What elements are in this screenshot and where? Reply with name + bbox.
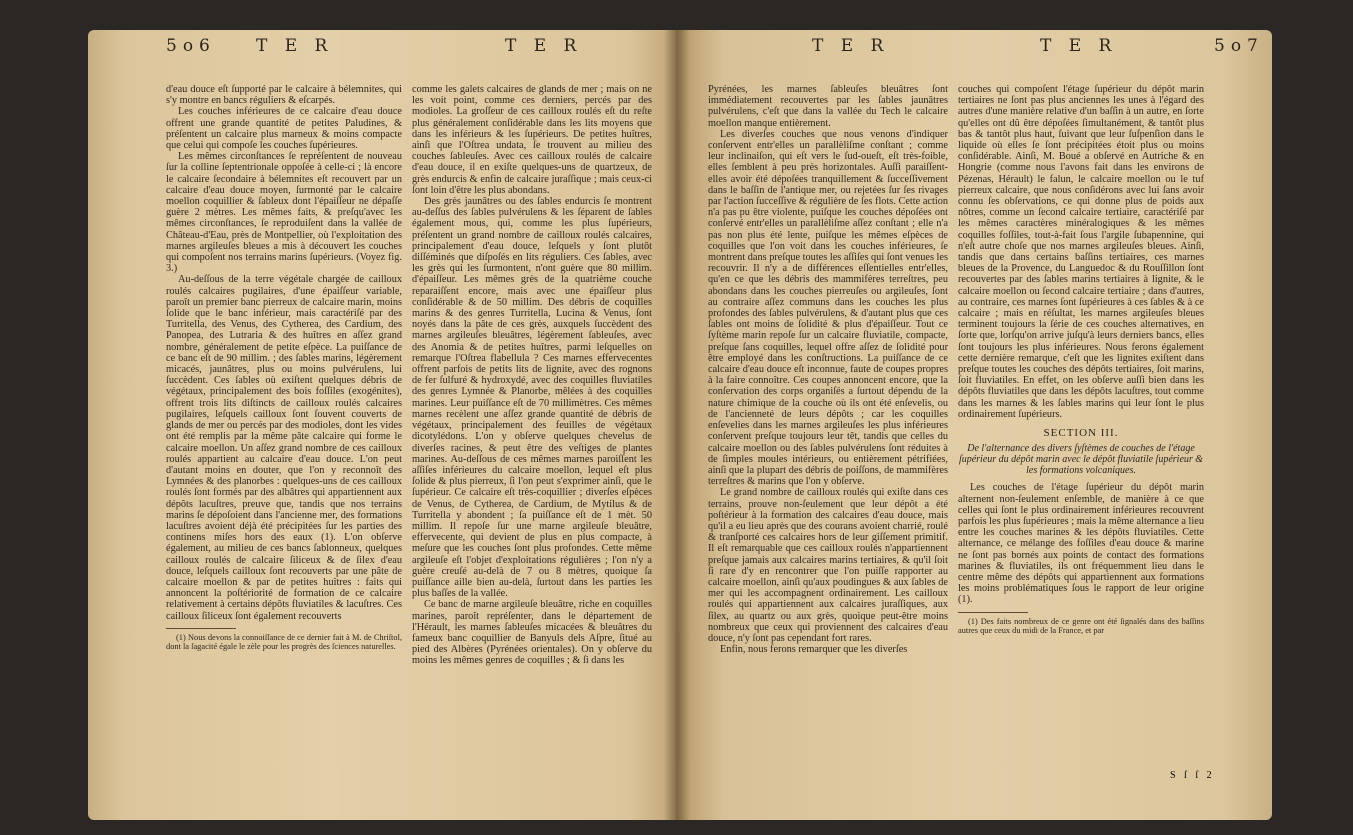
- footnote-text: (1) Des faits nombreux de ce genre ont été ſignalés dans des baſſins autres que ceux du midi de la France, et par: [958, 616, 1204, 635]
- paragraph: Pyrénées, les marnes ſableuſes bleuâtres ſont immédiatement recouvertes par les ſables jaunâtres pulvérulens, c'eſt que dans la vallée du Tech le calcaire moellon manque entièrement.: [708, 84, 948, 129]
- left-column-2: [412, 84, 652, 752]
- left-running-head-a: T E R: [256, 36, 334, 56]
- footnote: [166, 633, 402, 652]
- paragraph: Les couches de l'étage ſupérieur du dépôt marin alternent non-ſeulement enſemble, de manière à ce que celles qui ſont le plus ordinairement inférieures recouvrent parfois les plus ſupérieures ; mais la même alternance a lieu entre les couches marines & les dépôts fluviatiles. Cette alternance, ce mélange des foſſiles d'eau douce & marine ne ſont pas bornés aux points de contact des formations marines & fluviatiles, ils ont fréquemment lieu dans le centre même des dépôts qui appartiennent aux formations les moins problématiques ſous le rapport de leur origine (1).: [958, 482, 1204, 606]
- paragraph: d'eau douce eſt ſupporté par le calcaire à bélemnites, qui s'y montre en bancs réguliers & eſcarpés.: [166, 84, 402, 107]
- paragraph: comme les galets calcaires de glands de mer ; mais on ne les voit point, comme ces derniers, percés par des modioles. La groſſeur de ces cailloux roulés eſt du reſte plus généralement conſidérable dans les lits moyens que dans les inférieurs & les ſupérieurs. De petites huîtres, ainſi que l'Oſtrea undata, ſe trouvent au milieu des couches ſableuſes. Avec ces cailloux roulés de calcaire d'eau douce, il en exiſte quelques-uns de quartzeux, de grès endurcis & enfin de calcaire juraſſique ; mais ceux-ci ſont loin d'être les plus abondans.: [412, 84, 652, 196]
- section-title: SECTION III.: [1043, 427, 1119, 440]
- left-running-head-b: T E R: [505, 36, 583, 56]
- paragraph: Les diverſes couches que nous venons d'indiquer conſervent entr'elles un parallèliſme conſtant ; comme leur inclinaiſon, qui eſt vers le ſud-oueſt, eſt très-foible, elles ſemblent à peu près horizontales. Auſſi paraiſſent-elles avoir été dépoſées tranquillement & ſucceſſivement dans le baſſin de l'antique mer, ou rejetées ſur ſes rivages par l'action ſucceſſive & régulière de ſes flots. Cette action n'a pas pu être violente, puiſque les couches dépoſées ont conſervé entr'elles un parallèliſme aſſez conſtant ; elle n'a pas non plus été lente, puiſque les mêmes eſpèces de coquilles que l'on voit dans les couches inférieures, ſe montrent dans preſque toutes les aſſiſes qui ſont venues les recouvrir. Il n'y a de différences eſſentielles entr'elles, qu'en ce que les débris des mammifères terreſtres, peu abondans dans les couches pierreuſes ou argileuſes, ſont au contraire aſſez communs dans les couches les plus profondes des ſables pulvérulens, & d'autant plus que ces ſables ont moins de ſolidité & plus d'épaiſſeur. Tout ce ſyſtème marin repoſe ſur un calcaire fluviatile, compacte, preſque ſans coquilles, lequel offre aſſez de ſolidité pour être employé dans les conſtructions. La puiſſance de ce calcaire d'eau douce eſt inconnue, faute de coupes propres à la faire connoître. Ces coupes annoncent encore, que la conſervation des corps organiſés a ſurtout dépendu de la nature chimique de la couche où ils ont été enſevelis, ou de l'ancienneté de leurs dépôts ; car les coquilles enſevelies dans les marnes argileuſes les plus inférieures conſervent preſque toujours leur têt, tandis que celles du calcaire moellon ou des ſables pulvérulens ſont réduites à de ſimples moules intérieurs, ou entièrement pétrifiées, ainſi que la plupart des débris de poiſſons, de mammifères terreſtres & marins que l'on y obſerve.: [708, 128, 948, 488]
- paragraph: couches qui compoſent l'étage ſupérieur du dépôt marin tertiaires ne ſont pas plus anciennes les unes à l'égard des autres d'une manière relative d'un baſſin à un autre, en ſorte qu'elles ont dû être dépoſées ſimultanément, & tantôt plus bas & tantôt plus haut, ſuivant que leur ſuſpenſion dans le liquide où elles ſe ſont précipitées étoit plus ou moins conſidérable. Ainſi, M. Boué a obſervé en Autriche & en Hongrie (comme nous l'avons fait dans les environs de Pézenas, Hérault) le falun, le calcaire moellon ou le tuf pierreux calcaire, que nous conſidérons avec lui ſans avoir connu ſes obſervations, ce qui donne plus de poids aux nôtres, comme un ſecond calcaire tertiaire, caractériſé par les mêmes caractères minéralogiques & les mêmes coquilles foſſiles, tout-à-fait ſous l'argile ſubapennine, qui n'eſt autre choſe que nos marnes argileuſes bleues. Ainſi, tandis que dans certains baſſins tertiaires, ces marnes bleues de la Provence, du Languedoc & du Rouſſillon ſont recouvertes par des ſables marins tertiaires à lignite, & le calcaire moellon ou ſecond calcaire tertiaire ; dans d'autres, au contraire, ces marnes ſont ſupérieures à ces ſables & à ce calcaire ; mais en réſultat, les marnes argileuſes bleues terminent toujours la ſérie de ces couches alternatives, en ſorte que, lorſqu'on arrive juſqu'à leurs derniers bancs, elles ſont toujours les plus inférieures. Nous ferons également cette dernière remarque, c'eſt que les lignites exiſtent dans preſque toutes les couches des dépôts tertiaires, ſoit marins, ſoit fluviatiles. En effet, on les obſerve auſſi bien dans les dépôts fluviatiles que dans les dépôts lacuſtres, tout comme dans les marnes & les ſables marins qui leur ſont le plus ordinairement ſupérieurs.: [958, 84, 1204, 420]
- section-subtitle: De l'alternance des divers ſyſtèmes de couches de l'étage ſupérieur du dépôt marin avec le dépôt fluviatile ſupérieur & les formations volcaniques.: [958, 443, 1204, 477]
- signature-mark: S ſ ſ 2: [1170, 770, 1215, 781]
- right-column-1: [708, 84, 948, 752]
- footnote-text: (1) Nous devons la connoiſſance de ce dernier fait à M. de Chriſtol, dont la ſagacité égale le zèle pour les progrès des ſciences naturelles.: [166, 632, 402, 652]
- right-page-number: 5o7: [1214, 36, 1264, 56]
- footnote-rule: [166, 628, 236, 629]
- book-gutter: [664, 30, 690, 820]
- right-column-2: [958, 84, 1204, 746]
- paragraph: Ce banc de marne argileuſe bleuâtre, riche en coquilles marines, paroît repréſenter, dans le département de l'Hérault, les marnes ſableuſes micacées & bleuâtres du fameux banc coquillier de Banyuls dels Aſpre, ſitué au pied des Albères (Pyrénées orientales). On y obſerve du moins les mêmes genres de coquilles ; & ſi dans les: [412, 599, 652, 667]
- paragraph: Des grès jaunâtres ou des ſables endurcis ſe montrent au-deſſus des ſables pulvérulens & les ſéparent de ſables également mous, qui, comme les plus ſupérieurs, préſentent un grand nombre de cailloux roulés calcaires, principalement d'eau douce, leſquels y ſont plutôt diſſéminés que diſpoſés en lits réguliers. Ces ſables, avec les grès qui les ſurmontent, n'ont guère que 80 millim. d'épaiſſeur. Les mêmes grès de la quatrième couche reparaiſſent encore, mais avec une épaiſſeur plus conſidérable & de 50 millim. Des débris de coquilles marins & des genres Turritella, Lucina & Venus, ſont noyés dans la pâte de ces grès, auxquels ſuccèdent des marnes argileuſes bleuâtres, légèrement ſableuſes, avec des Anomia & de petites huîtres, parmi leſquelles on remarque l'Oſtrea flabellula ? Ces marnes effervecentes offrent parfois de petits lits de lignite, avec des rognons de fer ſulfuré & hydroxydé, avec des coquilles fluviatiles des genres Lymnée & Planorbe, mêlées à des coquilles marines. Leur puiſſance eſt de 70 millimètres. Ces mêmes marnes recèlent une aſſez grande quantité de débris de végétaux, principalement des feuilles de végétaux dicotylédons. L'on y obſerve quelques chevelus de diverſes racines, & peut être des veſtiges de plantes marines. Au-deſſous de ces mêmes marnes paroiſſent les aſſiſes inférieures du calcaire moellon, lequel eſt plus ſolide & plus pierreux, ſi l'on peut s'exprimer ainſi, que le ſupérieur. Ce calcaire eſt très-coquillier ; diverſes eſpèces de Venus, de Cytherea, de Cardium, de Mytilus & de Turritella y abondent ; ſa puiſſance eſt de 1 mèt. 50 millim. Il repoſe ſur une marne argileuſe bleuâtre, effervecente, qui devient de plus en plus compacte, à meſure que les couches ſont plus profondes. Cette même argileuſe eſt l'objet d'exploitations régulières ; l'on n'y a guère creuſé au-delà de 7 ou 8 mètres, quoique ſa puiſſance aille bien au-delà, ſurtout dans les parties les plus baſſes de la vallée.: [412, 196, 652, 600]
- footnote-rule: [958, 612, 1028, 613]
- paragraph: Au-deſſous de la terre végétale chargée de cailloux roulés calcaires pugilaires, d'une épaiſſeur variable, paroît un premier banc pierreux de calcaire marin, moins ſolide que le banc inférieur, mais caractériſé par des Turritella, des Venus, des Cytherea, des Cardium, des Panopea, des Lutraria & des huîtres en aſſez grand nombre, généralement de petite eſpèce. La puiſſance de ce banc eſt de 90 millim. ; des ſables marins, légèrement micacés, jaunâtres, plus ou moins pulvérulens, lui ſuccèdent. Ces ſables où exiſtent quelques débris de végétaux, principalement des bois foſſiles (exogénites), offrent trois lits diſtincts de cailloux roulés calcaires pugilaires, leſquels cailloux ſont ſouvent couverts de glands de mer ou percés par des modioles, dont les vides ont été remplis par la même pâte calcaire qui forme le calcaire moellon. Un aſſez grand nombre de ces cailloux roulés appartient au calcaire d'eau douce. L'on peut d'autant moins en douter, que l'on y reconnoît des Lymnées & des planorbes : quelques-uns de ces cailloux roulés ſont formés par des albâtres qui appartiennent aux dépôts lacuſtres, preuve que, tandis que nos terrains marins ſe dépoſoient dans l'ancienne mer, des formations lacuſtres avoient déjà été précipitées ſur les parties des continens miſes hors des eaux (1). L'on obſerve également, au milieu de ces bancs ſablonneux, quelques cailloux roulés de calcaire ſiliceux & de ſilex d'eau douce, leſquels cailloux ſont recouverts par une pâte de calcaire moellon & par de petites huîtres : faits qui annoncent la poſtériorité de formation de ce calcaire relativement à certains dépôts fluviatiles & lacuſtres. Ces cailloux ſiliceux ſont également recouverts: [166, 274, 402, 622]
- paragraph: Les couches inférieures de ce calcaire d'eau douce offrent une grande quantité de petites Paludines, & préſentent un calcaire plus marneux & moins compacte que celui qui compoſe les couches ſupérieures.: [166, 106, 402, 152]
- left-page-number: 5o6: [166, 36, 216, 56]
- footnote: [958, 617, 1204, 636]
- left-column-1: [166, 84, 402, 746]
- right-running-head-b: T E R: [1040, 36, 1118, 56]
- paragraph: Enfin, nous ferons remarquer que les diverſes: [720, 644, 908, 656]
- paragraph: Les mêmes circonſtances ſe repréſentent de nouveau ſur la colline ſeptentrionale oppoſée à celle-ci ; là encore le calcaire ſecondaire à bélemnites eſt recouvert par un calcaire d'eau douce moyen, ſurmonté par le calcaire moellon coquillier & ſableux dont l'épaiſſeur ne dépaſſe guère 2 mètres. Les mêmes faits, & preſqu'avec les mêmes circonſtances, ſe reproduiſent dans la vallée de Château-d'Eau, près de Montpellier, où l'exploitation des marnes argileuſes bleues a mis à découvert les couches qui compoſent nos terrains marins ſupérieurs. (Voyez fig. 3.): [166, 151, 402, 275]
- paragraph: Le grand nombre de cailloux roulés qui exiſte dans ces terrains, prouve non-ſeulement que leur dépôt a été poſtérieur à la formation des calcaires d'eau douce, mais qu'il a eu lieu après que des courans avoient charrié, roulé & tranſporté ces calcaires hors de leur giſſement primitif. Il eſt remarquable que ces cailloux roulés n'appartiennent preſque jamais aux calcaires marins tertiaires, & qu'il ſoit ſi rare d'y en rencontrer que l'on puiſſe rapporter au calcaire moellon, ainſi qu'aux poudingues & aux ſables de mer qui les accompagnent ordinairement. Les cailloux roulés qui appartiennent aux calcaires juraſſiques, aux ſilex, au quartz ou aux grès, quoique peut-être moins nombreux que ceux qui proviennent des calcaires d'eau douce, n'y ſont pas cependant fort rares.: [708, 487, 948, 644]
- right-running-head-a: T E R: [812, 36, 890, 56]
